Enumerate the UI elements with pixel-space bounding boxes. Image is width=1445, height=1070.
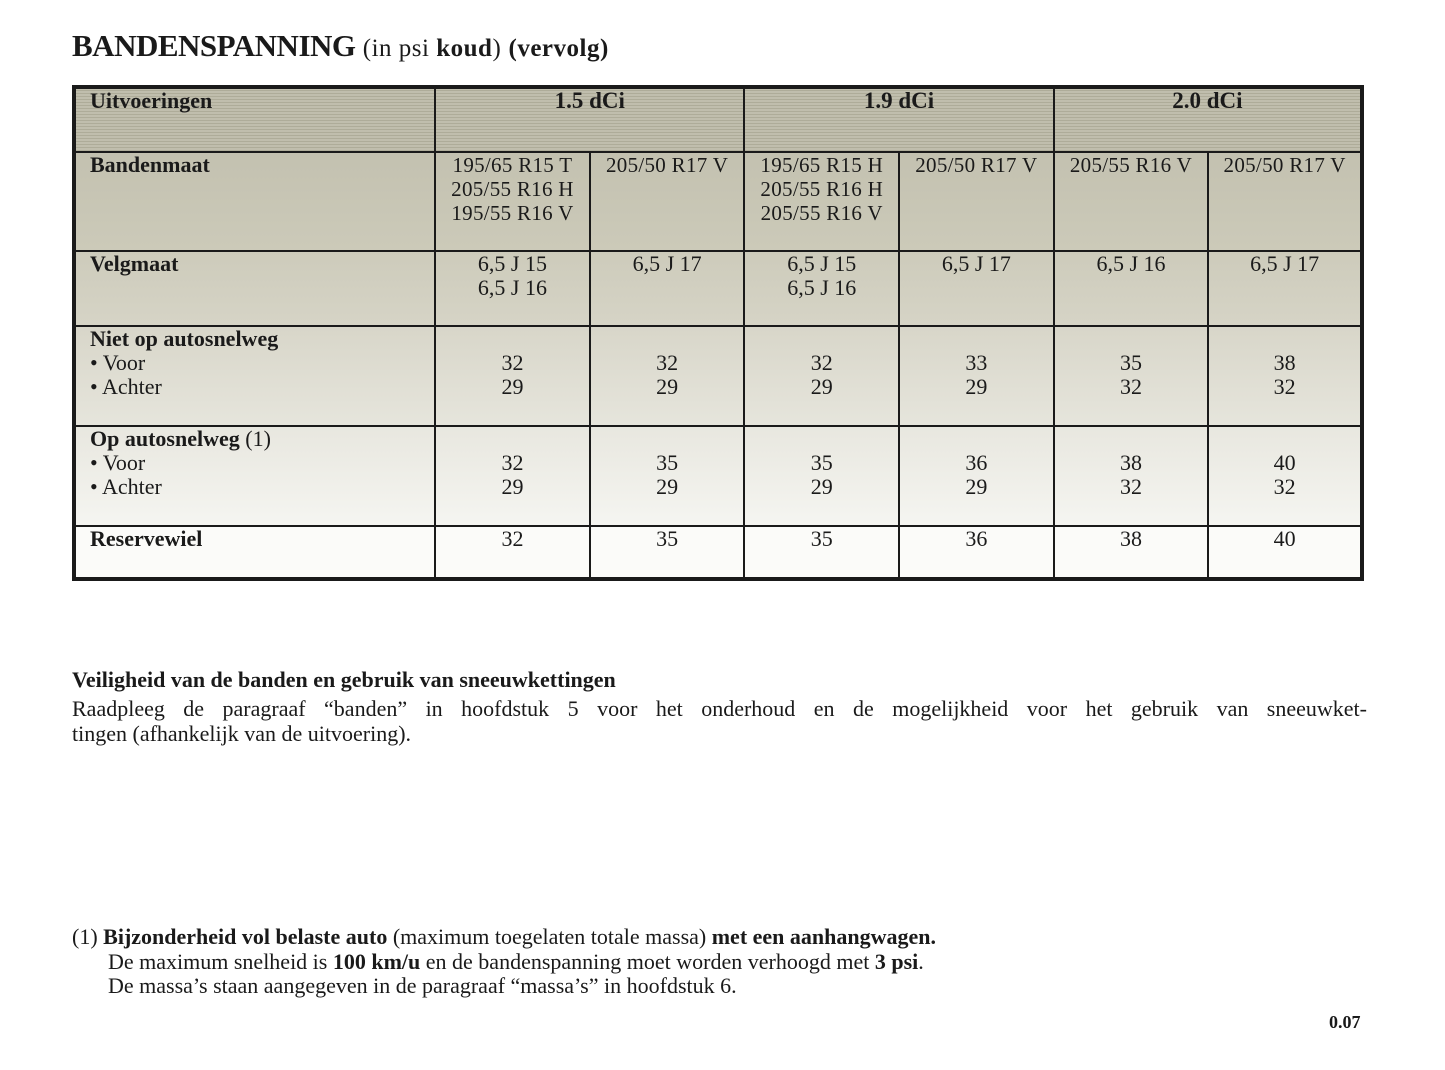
- pressure-cell: 32 29: [744, 326, 899, 426]
- footnote-ref: (1): [245, 426, 271, 451]
- pressure-cell: 32 29: [590, 326, 745, 426]
- tyre-size-cell: 195/65 R15 T 205/55 R16 H 195/55 R16 V: [435, 152, 590, 251]
- pressure-cell: 40 32: [1208, 426, 1362, 526]
- title-main: BANDENSPANNING: [72, 28, 356, 63]
- pressure-cell: 35: [744, 526, 899, 579]
- pressure-cell: 35 32: [1054, 326, 1209, 426]
- pressure-cell: 40: [1208, 526, 1362, 579]
- pressure-cell: 35: [590, 526, 745, 579]
- tyre-pressure-table: [72, 85, 1364, 581]
- rim-size-cell: 6,5 J 15 6,5 J 16: [435, 251, 590, 326]
- tyre-size-cell: 205/50 R17 V: [590, 152, 745, 251]
- pressure-cell: 38 32: [1208, 326, 1362, 426]
- pressure-cell: 36: [899, 526, 1054, 579]
- footnote-line-3: De massa’s staan aangegeven in de paragraaf “massa’s” in hoofdstuk 6.: [108, 973, 737, 998]
- tyre-size-label: Bandenmaat: [74, 152, 435, 251]
- safety-heading: Veiligheid van de banden en gebruik van sneeuwkettingen: [72, 667, 616, 692]
- rim-size-cell: 6,5 J 16: [1054, 251, 1209, 326]
- pressure-cell: 35 29: [744, 426, 899, 526]
- tyre-size-cell: 205/55 R16 V: [1054, 152, 1209, 251]
- rim-size-cell: 6,5 J 17: [590, 251, 745, 326]
- table-header-row: [74, 87, 1362, 152]
- title-continued: (vervolg): [508, 35, 609, 62]
- rim-size-row: [74, 251, 1362, 326]
- rim-size-cell: 6,5 J 15 6,5 J 16: [744, 251, 899, 326]
- pressure-cell: 33 29: [899, 326, 1054, 426]
- safety-paragraph: [72, 696, 1367, 746]
- highway-row: [74, 426, 1362, 526]
- pressure-cell: 35 29: [590, 426, 745, 526]
- pressure-cell: 32 29: [435, 426, 590, 526]
- version-1-5-dci: 1.5 dCi: [435, 87, 744, 152]
- pressure-cell: 38 32: [1054, 426, 1209, 526]
- tyre-size-cell: 205/50 R17 V: [1208, 152, 1362, 251]
- spare-wheel-row: [74, 526, 1362, 579]
- spare-wheel-label: Reservewiel: [74, 526, 435, 579]
- footnote-line-1: (1) Bijzonderheid vol belaste auto (maximum toegelaten totale massa) met een aanhangwagen.: [72, 924, 937, 949]
- not-highway-row: [74, 326, 1362, 426]
- rim-size-cell: 6,5 J 17: [1208, 251, 1362, 326]
- not-highway-label: Niet op autosnelweg • Voor • Achter: [74, 326, 435, 426]
- rim-size-label: Velgmaat: [74, 251, 435, 326]
- header-label: Uitvoeringen: [74, 87, 435, 152]
- tyre-size-cell: 195/65 R15 H 205/55 R16 H 205/55 R16 V: [744, 152, 899, 251]
- pressure-cell: 32: [435, 526, 590, 579]
- footnote-line-2: De maximum snelheid is 100 km/u en de bandenspanning moet worden verhoogd met 3 psi.: [108, 948, 924, 974]
- page-title: [72, 28, 609, 64]
- pressure-cell: 36 29: [899, 426, 1054, 526]
- title-unit: (in psi koud): [362, 35, 502, 62]
- footnote: [72, 925, 936, 999]
- safety-line-1: Raadpleeg de paragraaf “banden” in hoofdstuk 5 voor het onderhoud en de mogelijkheid voor het gebruik van sneeuwket-: [72, 696, 1367, 721]
- tyre-size-row: [74, 152, 1362, 251]
- version-2-0-dci: 2.0 dCi: [1054, 87, 1362, 152]
- safety-line-2: tingen (afhankelijk van de uitvoering).: [72, 721, 412, 746]
- version-1-9-dci: 1.9 dCi: [744, 87, 1053, 152]
- highway-label: Op autosnelweg (1) • Voor • Achter: [74, 426, 435, 526]
- pressure-cell: 32 29: [435, 326, 590, 426]
- rim-size-cell: 6,5 J 17: [899, 251, 1054, 326]
- tyre-size-cell: 205/50 R17 V: [899, 152, 1054, 251]
- pressure-cell: 38: [1054, 526, 1209, 579]
- page-number: 0.07: [1329, 1012, 1361, 1032]
